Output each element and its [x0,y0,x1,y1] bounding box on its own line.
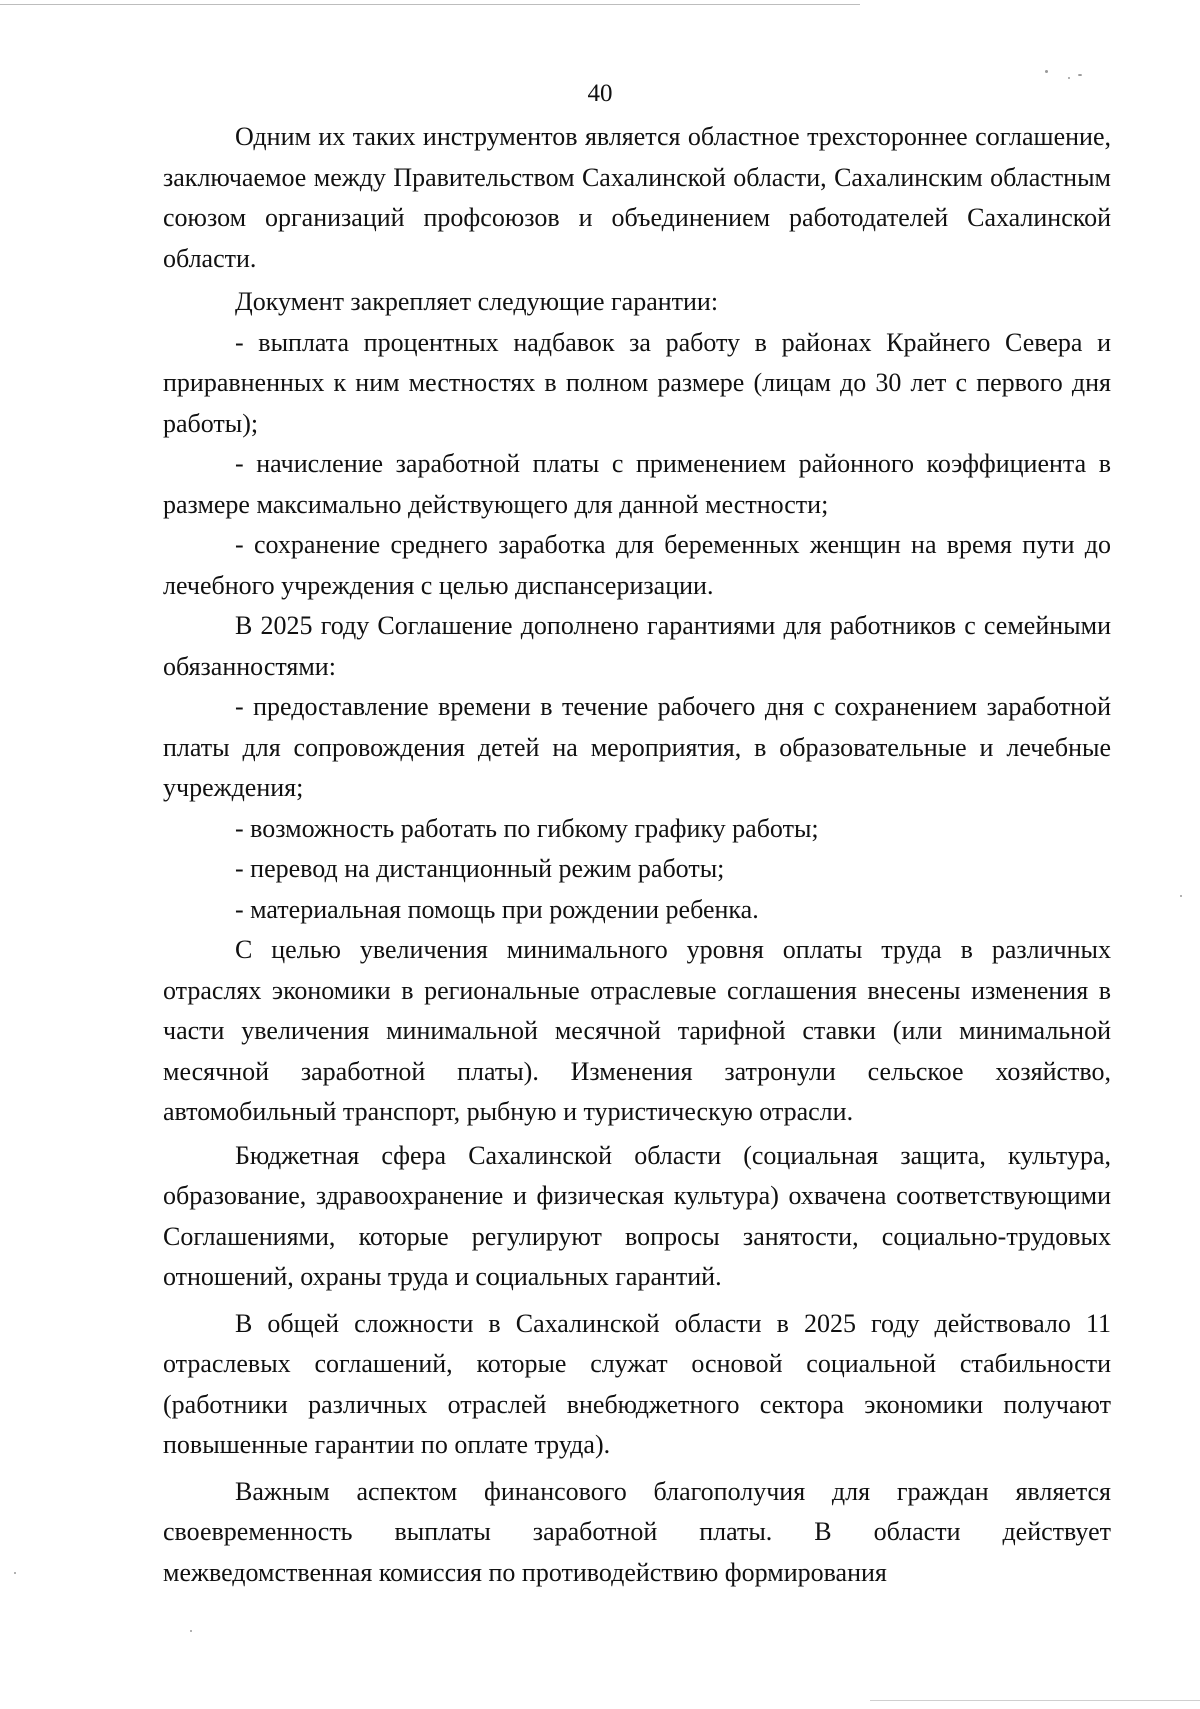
scan-edge-top [0,4,860,5]
list-item-family-2: - возможность работать по гибкому графику работы; [235,813,819,843]
list-item-family-1: - предоставление времени в течение рабочего дня с сохранением заработной платы для сопровождения детей на мероприятия, в образовательные и лечебные учреждения; [163,692,1111,802]
scan-speck [190,1630,192,1632]
paragraph-7: Важным аспектом финансового благополучия для граждан является своевременность выплаты заработной платы. В области действует межведомственная комиссия по противодействию формирования [163,1476,1111,1587]
document-body [163,117,1111,1593]
list-item-family-4: - материальная помощь при рождении ребенка. [235,894,759,924]
scan-speck [1180,895,1182,897]
paragraph-2: Документ закрепляет следующие гарантии: [235,287,719,316]
paragraph-3: В 2025 году Соглашение дополнено гарантиями для работников с семейными обязанностями: [163,611,1111,681]
scan-speck [1045,70,1048,73]
page-number: 40 [587,80,613,107]
list-item-guarantee-2: - начисление заработной платы с применением районного коэффициента в размере максимально действующего для данной местности; [163,449,1111,519]
scan-speck [1078,74,1082,76]
paragraph-6: В общей сложности в Сахалинской области в 2025 году действовало 11 отраслевых соглашений, которые служат основой социальной стабильности (работники различных отраслей внебюджетного сектора экономики получают повышенные гарантии по оплате труда). [163,1308,1111,1459]
list-item-guarantee-3: - сохранение среднего заработка для беременных женщин на время пути до лечебного учреждения с целью диспансеризации. [163,530,1111,600]
paragraph-4: С целью увеличения минимального уровня оплаты труда в различных отраслях экономики в региональные отраслевые соглашения внесены изменения в части увеличения минимальной месячной тарифной ставки (или минимальной месячной заработной платы). Изменения затронули сельское хозяйство, автомобильный транспорт, рыбную и туристическую отрасли. [163,935,1111,1126]
list-item-family-3: - перевод на дистанционный режим работы; [235,854,725,883]
paragraph-5: Бюджетная сфера Сахалинской области (социальная защита, культура, образование, здравоохранение и физическая культура) охвачена соответствующими Соглашениями, которые регулируют вопросы занятости, социально-трудовых отношений, охраны труда и социальных гарантий. [163,1140,1111,1291]
list-item-guarantee-1: - выплата процентных надбавок за работу в районах Крайнего Севера и приравненных к ним местностях в полном размере (лицам до 30 лет с первого дня работы); [163,327,1111,438]
paragraph-1: Одним их таких инструментов является областное трехстороннее соглашение, заключаемое между Правительством Сахалинской области, Сахалинским областным союзом организаций профсоюзов и объединением работодателей Сахалинской области. [163,122,1111,273]
scan-speck [14,1572,16,1574]
scan-edge-bottom [870,1700,1200,1701]
scan-speck [1068,77,1070,79]
